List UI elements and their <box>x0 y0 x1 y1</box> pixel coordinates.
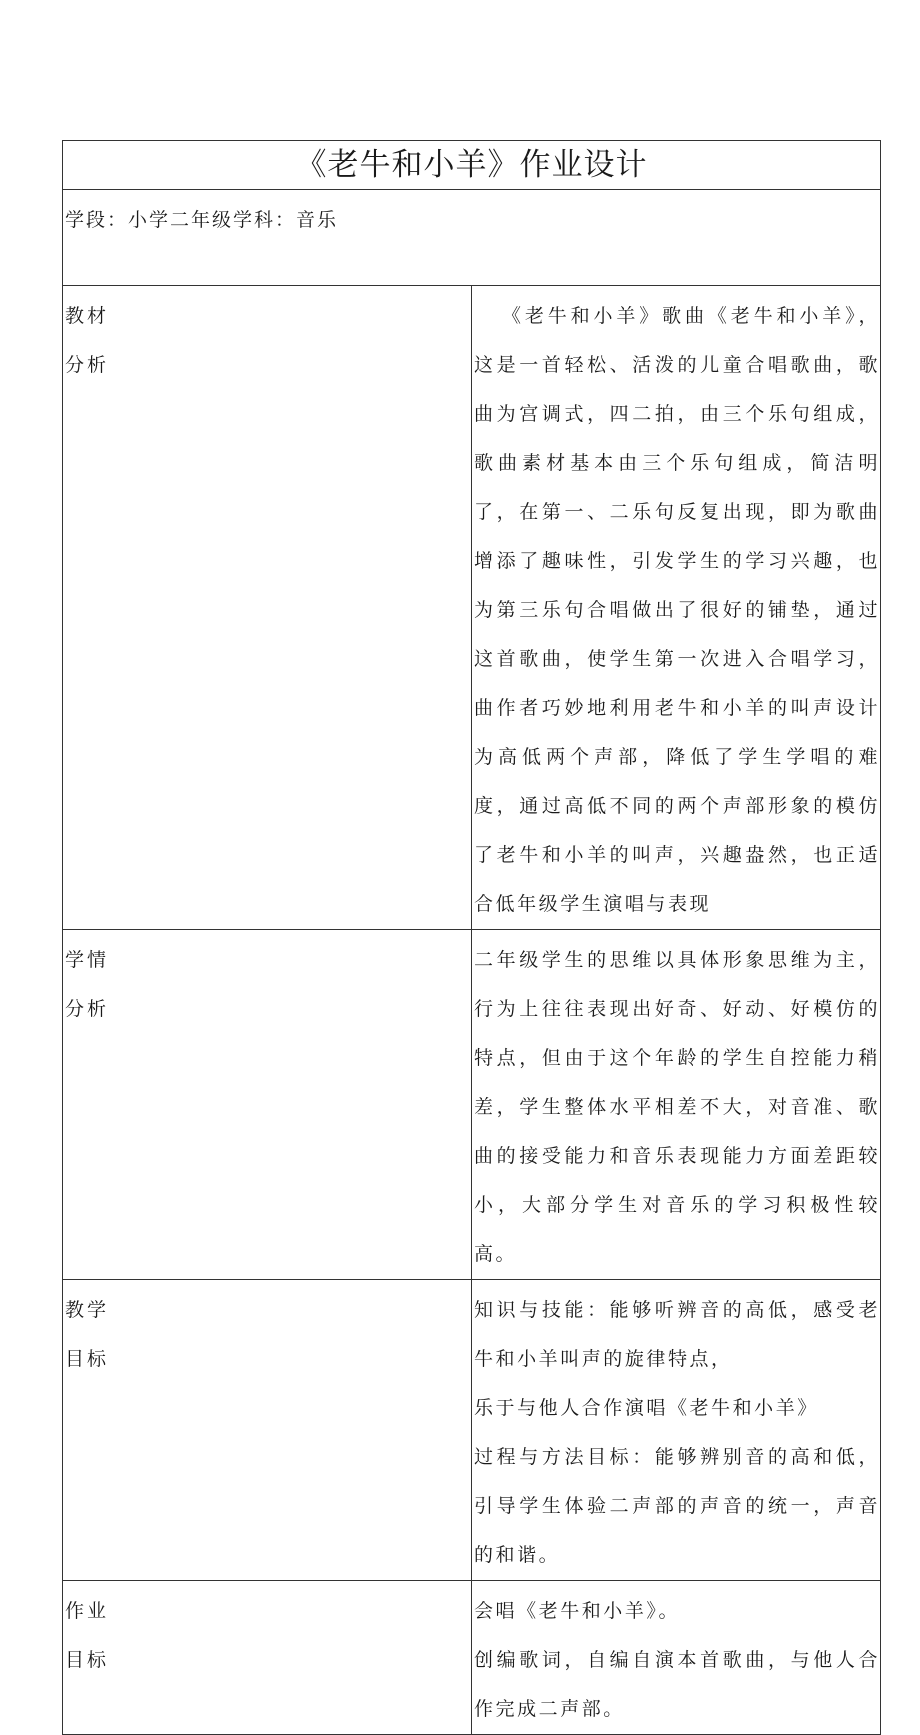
label-text: 教学 <box>65 1299 110 1321</box>
table-row-teaching-goal <box>63 1280 881 1581</box>
label-text: 分析 <box>65 354 110 376</box>
table-row-material-analysis <box>63 286 881 930</box>
knowledge-skill-goal: 知识与技能：能够听辨音的高低，感受老牛和小羊叫声的旋律特点， <box>474 1299 880 1370</box>
homework-design-table <box>62 140 881 1735</box>
material-analysis-text: 《老牛和小羊》歌曲《老牛和小羊》，这是一首轻松、活泼的儿童合唱歌曲，歌曲为宫调式，四二拍，由三个乐句组成，歌曲素材基本由三个乐句组成，简洁明了，在第一、二乐句反复出现，即为歌曲增添了趣味性，引发学生的学习兴趣，也为第三乐句合唱做出了很好的铺垫，通过这首歌曲，使学生第一次进入合唱学习，曲作者巧妙地利用老牛和小羊的叫声设计为高低两个声部，降低了学生学唱的难度，通过高低不同的两个声部形象的模仿了老牛和小羊的叫声，兴趣盎然，也正适合低年级学生演唱与表现 <box>474 305 880 915</box>
table-row-student-analysis <box>63 930 881 1280</box>
homework-item: 会唱《老牛和小羊》。 <box>474 1600 681 1622</box>
label-text: 目标 <box>65 1649 110 1671</box>
table-row-homework-goal <box>63 1581 881 1735</box>
teaching-goal-content <box>472 1280 881 1581</box>
cooperation-goal: 乐于与他人合作演唱《老牛和小羊》 <box>474 1397 819 1419</box>
row-label-teaching-goal <box>63 1280 472 1581</box>
label-text: 目标 <box>65 1348 110 1370</box>
label-text: 学情 <box>65 949 110 971</box>
homework-goal-content <box>472 1581 881 1735</box>
process-method-goal: 过程与方法目标：能够辨别音的高和低，引导学生体验二声部的声音的统一，声音的和谐。 <box>474 1446 880 1566</box>
document-title: 《老牛和小羊》作业设计 <box>63 141 881 190</box>
row-label-homework-goal <box>63 1581 472 1735</box>
row-label-student-analysis <box>63 930 472 1280</box>
label-text: 分析 <box>65 998 110 1020</box>
row-label-material-analysis <box>63 286 472 930</box>
label-text: 教材 <box>65 305 110 327</box>
material-analysis-content <box>472 286 881 930</box>
homework-item: 创编歌词，自编自演本首歌曲，与他人合作完成二声部。 <box>474 1649 880 1720</box>
student-analysis-text: 二年级学生的思维以具体形象思维为主，行为上往往表现出好奇、好动、好模仿的特点，但由于这个年龄的学生自控能力稍差，学生整体水平相差不大，对音准、歌曲的接受能力和音乐表现能力方面差距较小，大部分学生对音乐的学习积极性较高。 <box>474 949 880 1265</box>
label-text: 作业 <box>65 1600 110 1622</box>
student-analysis-content <box>472 930 881 1280</box>
grade-subject-line: 学段：小学二年级学科：音乐 <box>63 190 881 286</box>
